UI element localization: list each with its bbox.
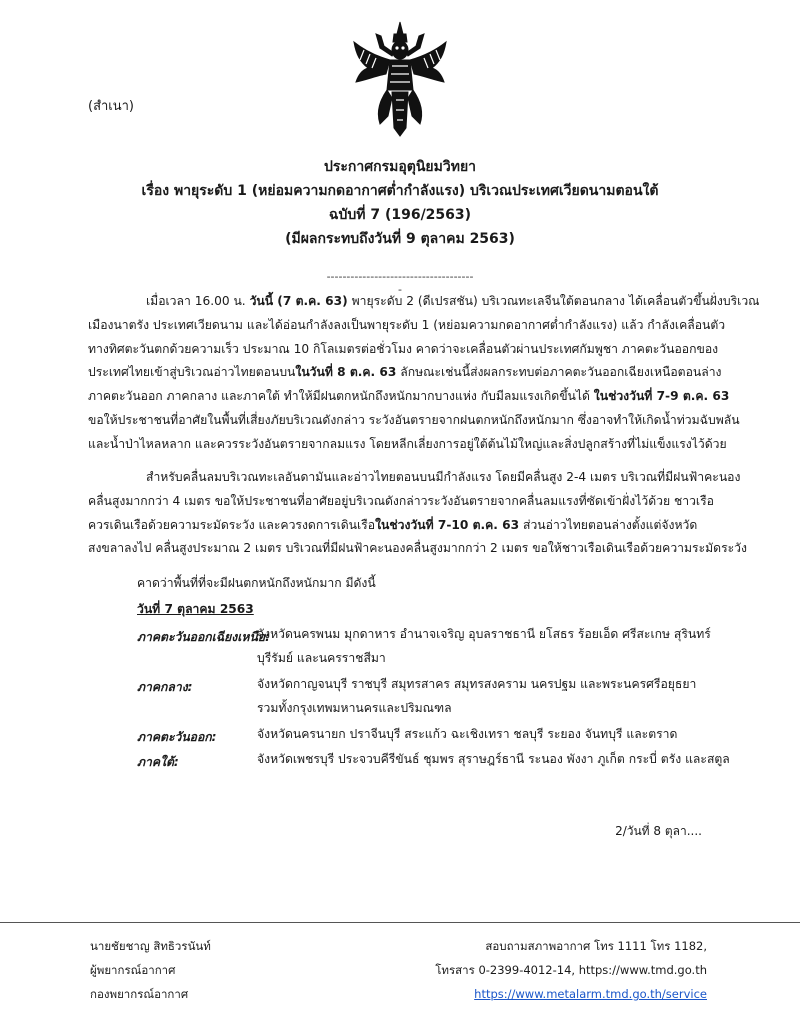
next-page-marker: 2/วันที่ 8 ตุลา.... [615, 824, 702, 838]
title-line-issue: ฉบับที่ 7 (196/2563) [328, 207, 472, 223]
footer-divider [0, 922, 800, 923]
text: ส่วนอ่าวไทยตอนล่างตั้งแต่จังหวัด [519, 517, 698, 532]
service-link[interactable]: https://www.metalarm.tmd.go.th/service [474, 987, 707, 1001]
region-provinces: บุรีรัมย์ และนครราชสีมา [257, 651, 386, 665]
separator-line: -------------------------------------- [326, 270, 474, 296]
highlight-today: วันนี้ (7 ต.ค. 63) [249, 294, 348, 308]
region-provinces: จังหวัดกาญจนบุรี ราชบุรี สมุทรสาคร สมุทรสงคราม นครปฐม และพระนครศรีอยุธยา [257, 677, 697, 691]
forecaster-name: นายชัยชาญ สิทธิวรนันท์ [90, 939, 211, 953]
text-line: และน้ำป่าไหลหลาก และควรระวังอันตรายจากลมแรง โดยหลีกเลี่ยงการอยู่ใต้ต้นไม้ใหญ่และสิ่งปลูกสร้างที่ไม่แข็งแรงไว้ด้วย [88, 436, 727, 451]
paragraph-storm-status [88, 290, 760, 457]
contact-phone: สอบถามสภาพอากาศ โทร 1111 โทร 1182, [485, 939, 707, 953]
forecaster-division: กองพยากรณ์อากาศ [90, 987, 189, 1001]
forecast-intro: คาดว่าพื้นที่ที่จะมีฝนตกหนักถึงหนักมาก มีดังนี้ [137, 576, 376, 590]
region-provinces: จังหวัดเพชรบุรี ประจวบคีรีขันธ์ ชุมพร สุราษฎร์ธานี ระนอง พังงา ภูเก็ต กระบี่ ตรัง และสตูล [257, 752, 730, 766]
highlight-period: ในช่วงวันที่ 7-9 ต.ค. 63 [593, 389, 730, 404]
text-line: ทางทิศตะวันตกด้วยความเร็ว ประมาณ 10 กิโลเมตรต่อชั่วโมง คาดว่าจะเคลื่อนตัวผ่านประเทศกัมพูชา ภาคตะวันออกของ [88, 341, 719, 356]
title-line-effect: (มีผลกระทบถึงวันที่ 9 ตุลาคม 2563) [285, 231, 515, 247]
text-line: ขอให้ประชาชนที่อาศัยในพื้นที่เสี่ยงภัยบริเวณดังกล่าว ระวังอันตรายจากฝนตกหนักถึงหนักมาก ซึ่งอาจทำให้เกิดน้ำท่วมฉับพลัน [88, 412, 740, 427]
highlight-period: ในช่วงวันที่ 7-10 ต.ค. 63 [375, 517, 520, 532]
region-provinces: จังหวัดนครพนม มุกดาหาร อำนาจเจริญ อุบลราชธานี ยโสธร ร้อยเอ็ด ศรีสะเกษ สุรินทร์ [257, 627, 711, 641]
text: ลักษณะเช่นนี้ส่งผลกระทบต่อภาคตะวันออกเฉียงเหนือตอนล่าง [396, 365, 722, 380]
text-line: เมืองนาตรัง ประเทศเวียดนาม และได้อ่อนกำลังลงเป็นพายุระดับ 1 (หย่อมความกดอากาศต่ำกำลังแรง) แล้ว กำลังเคลื่อนตัว [88, 317, 726, 332]
title-line-agency: ประกาศกรมอุตุนิยมวิทยา [323, 159, 477, 175]
region-provinces: รวมทั้งกรุงเทพมหานครและปริมณฑล [257, 701, 452, 715]
region-provinces: จังหวัดนครนายก ปราจีนบุรี สระแก้ว ฉะเชิงเทรา ชลบุรี ระยอง จันทบุรี และตราด [257, 727, 678, 741]
text-line: คลื่นสูงมากกว่า 4 เมตร ขอให้ประชาชนที่อาศัยอยู่บริเวณดังกล่าวระวังอันตรายจากคลื่นลมแรงที่ซัดเข้าฝั่งไว้ด้วย ชาวเรือ [88, 493, 714, 508]
text-line: สงขลาลงไป คลื่นสูงประมาณ 2 เมตร บริเวณที่มีฝนฟ้าคะนองคลื่นสูงมากกว่า 2 เมตร ขอให้ชาวเรือเดินเรือด้วยความระมัดระวัง [88, 541, 747, 556]
region-label: ภาคตะวันออกเฉียงเหนือ: [137, 630, 270, 644]
text: ภาคตะวันออก ภาคกลาง และภาคใต้ ทำให้มีฝนตกหนักถึงหนักมากบางแห่ง กับมีลมแรงเกิดขึ้นได้ [88, 389, 594, 404]
copy-label: (สำเนา) [88, 99, 135, 114]
title-line-subject: เรื่อง พายุระดับ 1 (หย่อมความกดอากาศต่ำกำลังแรง) บริเวณประเทศเวียดนามตอนใต้ [141, 183, 659, 199]
text: เมื่อเวลา 16.00 น. [146, 294, 250, 308]
contact-fax-web: โทรสาร 0-2399-4012-14, https://www.tmd.go.th [435, 963, 707, 977]
region-label: ภาคใต้: [137, 755, 179, 769]
paragraph-waves [88, 466, 747, 561]
text: ควรเดินเรือด้วยความระมัดระวัง และควรงดการเดินเรือ [88, 517, 376, 532]
text-line: สำหรับคลื่นลมบริเวณทะเลอันดามันและอ่าวไทยตอนบนมีกำลังแรง โดยมีคลื่นสูง 2-4 เมตร บริเวณที่มีฝนฟ้าคะนอง [146, 470, 741, 484]
announcement-title [0, 155, 800, 251]
footer-contact [435, 934, 707, 1006]
region-label: ภาคตะวันออก: [137, 730, 217, 744]
forecaster-position: ผู้พยากรณ์อากาศ [90, 963, 176, 977]
text: พายุระดับ 2 (ดีเปรสชัน) บริเวณทะเลจีนใต้ตอนกลาง ได้เคลื่อนตัวขึ้นฝั่งบริเวณ [347, 294, 760, 308]
highlight-date: ในวันที่ 8 ต.ค. 63 [295, 365, 397, 380]
footer-signatory [90, 934, 211, 1006]
region-label: ภาคกลาง: [137, 680, 193, 694]
forecast-date: วันที่ 7 ตุลาคม 2563 [137, 602, 254, 616]
garuda-emblem-icon [350, 20, 450, 140]
text: ประเทศไทยเข้าสู่บริเวณอ่าวไทยตอนบน [88, 365, 296, 380]
